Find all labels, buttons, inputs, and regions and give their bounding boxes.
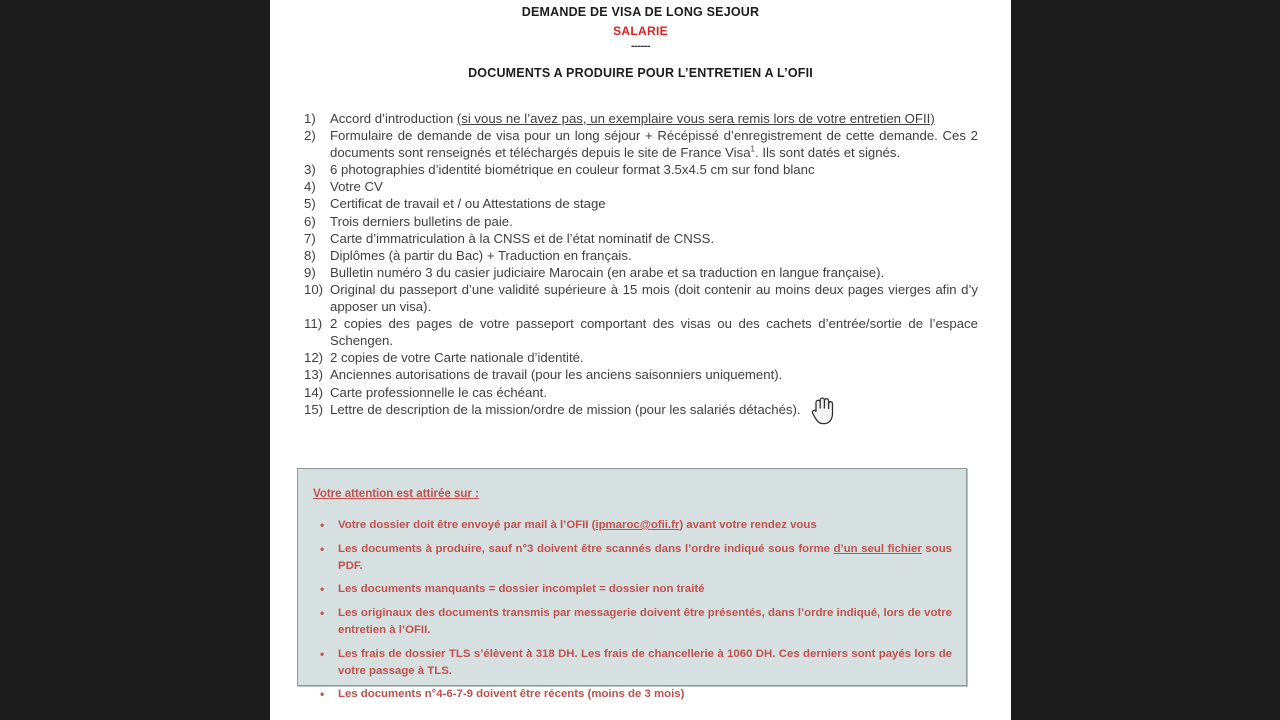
- list-item-text: [330, 127, 978, 161]
- list-item-text: [330, 195, 978, 212]
- attention-list-item-text: [338, 605, 952, 639]
- list-item: [300, 281, 978, 315]
- attention-text-trailing: ) avant votre rendez vous: [679, 519, 817, 531]
- list-item-marker: 9): [304, 264, 316, 280]
- list-item-marker: 5): [304, 196, 316, 212]
- list-item-marker: 13): [304, 367, 324, 383]
- page-subtitle-salarie: SALARIE: [613, 24, 668, 38]
- attention-text-plain: Les documents manquants = dossier incomplet = dossier non traité: [338, 583, 705, 596]
- list-item: [300, 213, 978, 230]
- list-item: [300, 195, 978, 212]
- list-item-text-plain: Carte professionnelle le cas échéant.: [330, 384, 547, 400]
- list-item: [300, 366, 978, 383]
- list-item-text: [330, 264, 978, 281]
- list-item-text: [330, 349, 978, 366]
- list-item-text: [330, 401, 978, 418]
- list-item-text-plain: 2 copies de votre Carte nationale d’identité.: [330, 350, 584, 366]
- list-item: [300, 178, 978, 195]
- footnote-superscript: 1: [750, 144, 755, 154]
- list-item: [300, 230, 978, 247]
- list-item-text-plain: 6 photographies d’identité biométrique en couleur format 3.5x4.5 cm sur fond blanc: [330, 162, 815, 178]
- list-item-marker: 11): [304, 316, 323, 332]
- list-item-text-plain: Bulletin numéro 3 du casier judiciaire Marocain (en arabe et sa traduction en langue française).: [330, 264, 885, 280]
- bullet-icon: •: [320, 687, 325, 702]
- list-item-text: [330, 213, 978, 230]
- list-item-text-plain: Lettre de description de la mission/ordre de mission (pour les salariés détachés).: [330, 401, 801, 417]
- list-item: [300, 264, 978, 281]
- attention-list-item-text: [338, 517, 952, 534]
- attention-box: [297, 468, 967, 702]
- list-item-text: [330, 315, 978, 349]
- list-item-text-underlined: (si vous ne l’avez pas, un exemplaire vous sera remis lors de votre entretien OFII): [456, 111, 935, 126]
- attention-bullet-list: [316, 517, 952, 710]
- list-item-text: [330, 281, 978, 315]
- attention-text-plain: Les frais de dossier TLS s’élèvent à 318 DH. Les frais de chancellerie à 1060 DH. Ces derniers sont payés lors de votre passage à TLS.: [338, 647, 952, 677]
- attention-list-item-text: [338, 541, 952, 575]
- document-header: [270, 0, 1011, 80]
- list-item: [300, 110, 978, 127]
- list-item-marker: 4): [304, 179, 316, 195]
- list-item-text-plain: Trois derniers bulletins de paie.: [330, 213, 513, 229]
- list-item: [300, 349, 978, 366]
- list-item-text-plain: Carte d’immatriculation à la CNSS et de l’état nominatif de CNSS.: [330, 230, 715, 246]
- list-item-text-plain: Accord d’introduction: [330, 111, 457, 126]
- list-item-text: [330, 366, 978, 383]
- attention-list-item: [316, 517, 952, 534]
- list-item-text-trailing: . Ils sont datés et signés.: [755, 145, 901, 161]
- list-item: [300, 127, 978, 161]
- list-item-text: [330, 161, 978, 178]
- bullet-icon: •: [320, 518, 325, 532]
- list-item: [300, 384, 978, 401]
- list-item-marker: 12): [304, 350, 324, 366]
- bullet-icon: •: [320, 541, 325, 556]
- bullet-icon: •: [320, 646, 325, 661]
- list-item-marker: 15): [304, 401, 324, 417]
- list-item-marker: 2): [304, 128, 316, 144]
- list-item-text: [330, 110, 978, 127]
- list-item: [300, 247, 978, 264]
- attention-list-item-text: [338, 646, 952, 680]
- email-link[interactable]: ipmaroc@ofii.fr: [595, 519, 680, 531]
- list-item-text: [330, 384, 978, 401]
- list-item-marker: 1): [304, 111, 316, 126]
- list-item-marker: 3): [304, 162, 316, 178]
- attention-text-trailing: sous PDF.: [338, 542, 953, 572]
- requirements-list: [300, 110, 978, 418]
- attention-list-item-text: [338, 686, 952, 703]
- list-item-text: [330, 230, 978, 247]
- bullet-icon: •: [320, 606, 325, 621]
- list-item-text-plain: Votre CV: [330, 179, 383, 195]
- attention-text-plain: Les documents n°4-6-7-9 doivent être récents (moins de 3 mois): [338, 688, 685, 701]
- attention-list-item-text: [338, 581, 952, 598]
- list-item-text-plain: Formulaire de demande de visa pour un long séjour + Récépissé d’enregistrement de cette demande. Ces 2 documents sont renseignés et téléchargés depuis le site de France Visa: [330, 128, 978, 161]
- attention-list-item: [316, 605, 952, 639]
- list-item-marker: 8): [304, 247, 316, 263]
- page-title: DEMANDE DE VISA DE LONG SEJOUR: [521, 5, 760, 19]
- attention-text-underlined: d’un seul fichier: [833, 542, 922, 555]
- list-item-text: [330, 178, 978, 195]
- document-page[interactable]: [270, 0, 1011, 720]
- attention-box-title: Votre attention est attirée sur :: [313, 488, 479, 500]
- section-heading-documents: DOCUMENTS A PRODUIRE POUR L’ENTRETIEN A L’OFII: [468, 66, 813, 80]
- list-item-marker: 10): [304, 281, 324, 297]
- attention-list-item: [316, 646, 952, 680]
- list-item-marker: 14): [304, 384, 324, 400]
- list-item-text-plain: 2 copies des pages de votre passeport comportant des visas ou des cachets d’entrée/sortie de l’espace Schengen.: [330, 316, 978, 349]
- attention-text-plain: Votre dossier doit être envoyé par mail à l’OFII (: [338, 519, 596, 531]
- header-separator: ------: [631, 40, 650, 52]
- attention-list-item: [316, 686, 952, 703]
- attention-text-plain: Les documents à produire, sauf n°3 doivent être scannés dans l’ordre indiqué sous forme: [338, 542, 834, 555]
- bullet-icon: •: [320, 582, 325, 597]
- list-item: [300, 315, 978, 349]
- list-item-marker: 6): [304, 213, 316, 229]
- attention-text-plain: Les originaux des documents transmis par messagerie doivent être présentés, dans l’ordre indiqué, lors de votre entretien à l’OFII.: [338, 607, 952, 636]
- attention-list-item: [316, 581, 952, 598]
- list-item-text-plain: Certificat de travail et / ou Attestations de stage: [330, 196, 606, 212]
- list-item-marker: 7): [304, 230, 316, 246]
- attention-list-item: [316, 541, 952, 575]
- list-item: [300, 401, 978, 418]
- list-item-text-plain: Original du passeport d’une validité supérieure à 15 mois (doit contenir au moins deux pages vierges afin d’y apposer un visa).: [330, 281, 978, 315]
- list-item-text: [330, 247, 978, 264]
- list-item-text-plain: Diplômes (à partir du Bac) + Traduction en français.: [330, 247, 632, 263]
- list-item-text-plain: Anciennes autorisations de travail (pour les anciens saisonniers uniquement).: [330, 367, 783, 383]
- list-item: [300, 161, 978, 178]
